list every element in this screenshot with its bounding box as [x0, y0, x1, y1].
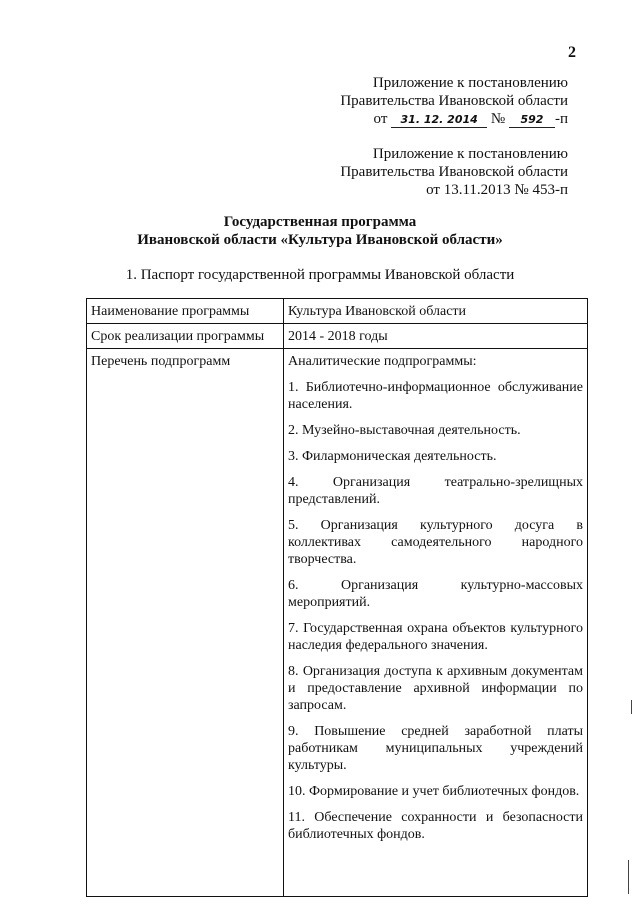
scan-edge-mark: [631, 700, 632, 714]
list-item: 1. Библиотечно-информационное обслуживание населения.: [288, 380, 583, 412]
row-label-period: Срок реализации программы: [87, 324, 284, 349]
table-row: [87, 299, 588, 324]
list-item: 5. Организация культурного досуга в коллективах самодеятельного народного творчества.: [288, 518, 583, 567]
list-item: 6. Организация культурно-массовых мероприятий.: [288, 578, 583, 610]
program-passport-table: [86, 298, 588, 897]
list-item: 10. Формирование и учет библиотечных фондов.: [288, 784, 580, 799]
appendix-original-line3: от 13.11.2013 № 453-п: [426, 182, 568, 198]
handwritten-number: 592: [509, 113, 555, 128]
list-item: 9. Повышение средней заработной платы работникам муниципальных учреждений культуры.: [288, 724, 583, 773]
appendix-from-label: от: [373, 111, 388, 127]
row-value-program-name: Культура Ивановской области: [284, 299, 588, 324]
row-label-program-name: Наименование программы: [87, 299, 284, 324]
row-value-period: 2014 - 2018 годы: [284, 324, 588, 349]
appendix-current-line3: [340, 110, 568, 128]
scan-edge-mark: [628, 860, 629, 894]
appendix-current-line2: Правительства Ивановской области: [340, 93, 568, 109]
document-title-line2: Ивановской области «Культура Ивановской области»: [137, 232, 503, 248]
list-item: 4. Организация театрально-зрелищных представлений.: [288, 475, 583, 507]
list-item: 8. Организация доступа к архивным документам и предоставление архивной информации по запросам.: [288, 664, 583, 713]
subprograms-cell: [284, 349, 588, 897]
table-row: [87, 324, 588, 349]
appendix-current-line1: Приложение к постановлению: [372, 75, 568, 91]
table-row: [87, 349, 588, 897]
list-item: 2. Музейно-выставочная деятельность.: [288, 423, 521, 438]
row-label-subprograms: Перечень подпрограмм: [87, 349, 284, 897]
appendix-original-block: [340, 145, 568, 199]
list-item: 11. Обеспечение сохранности и безопасности библиотечных фондов.: [288, 810, 583, 842]
appendix-number-sign: №: [490, 111, 506, 127]
appendix-original-line1: Приложение к постановлению: [372, 146, 568, 162]
list-item: 7. Государственная охрана объектов культурного наследия федерального значения.: [288, 621, 583, 653]
appendix-number-suffix: -п: [554, 111, 568, 127]
subprograms-intro: Аналитические подпрограммы:: [288, 354, 477, 369]
document-title: [0, 213, 640, 249]
list-item: 3. Филармоническая деятельность.: [288, 449, 497, 464]
section-heading: 1. Паспорт государственной программы Ивановской области: [125, 267, 515, 283]
page-number: 2: [568, 44, 576, 61]
appendix-current-block: [340, 74, 568, 128]
appendix-original-line2: Правительства Ивановской области: [340, 164, 568, 180]
document-title-line1: Государственная программа: [223, 214, 417, 230]
handwritten-date: 31. 12. 2014: [391, 113, 487, 128]
